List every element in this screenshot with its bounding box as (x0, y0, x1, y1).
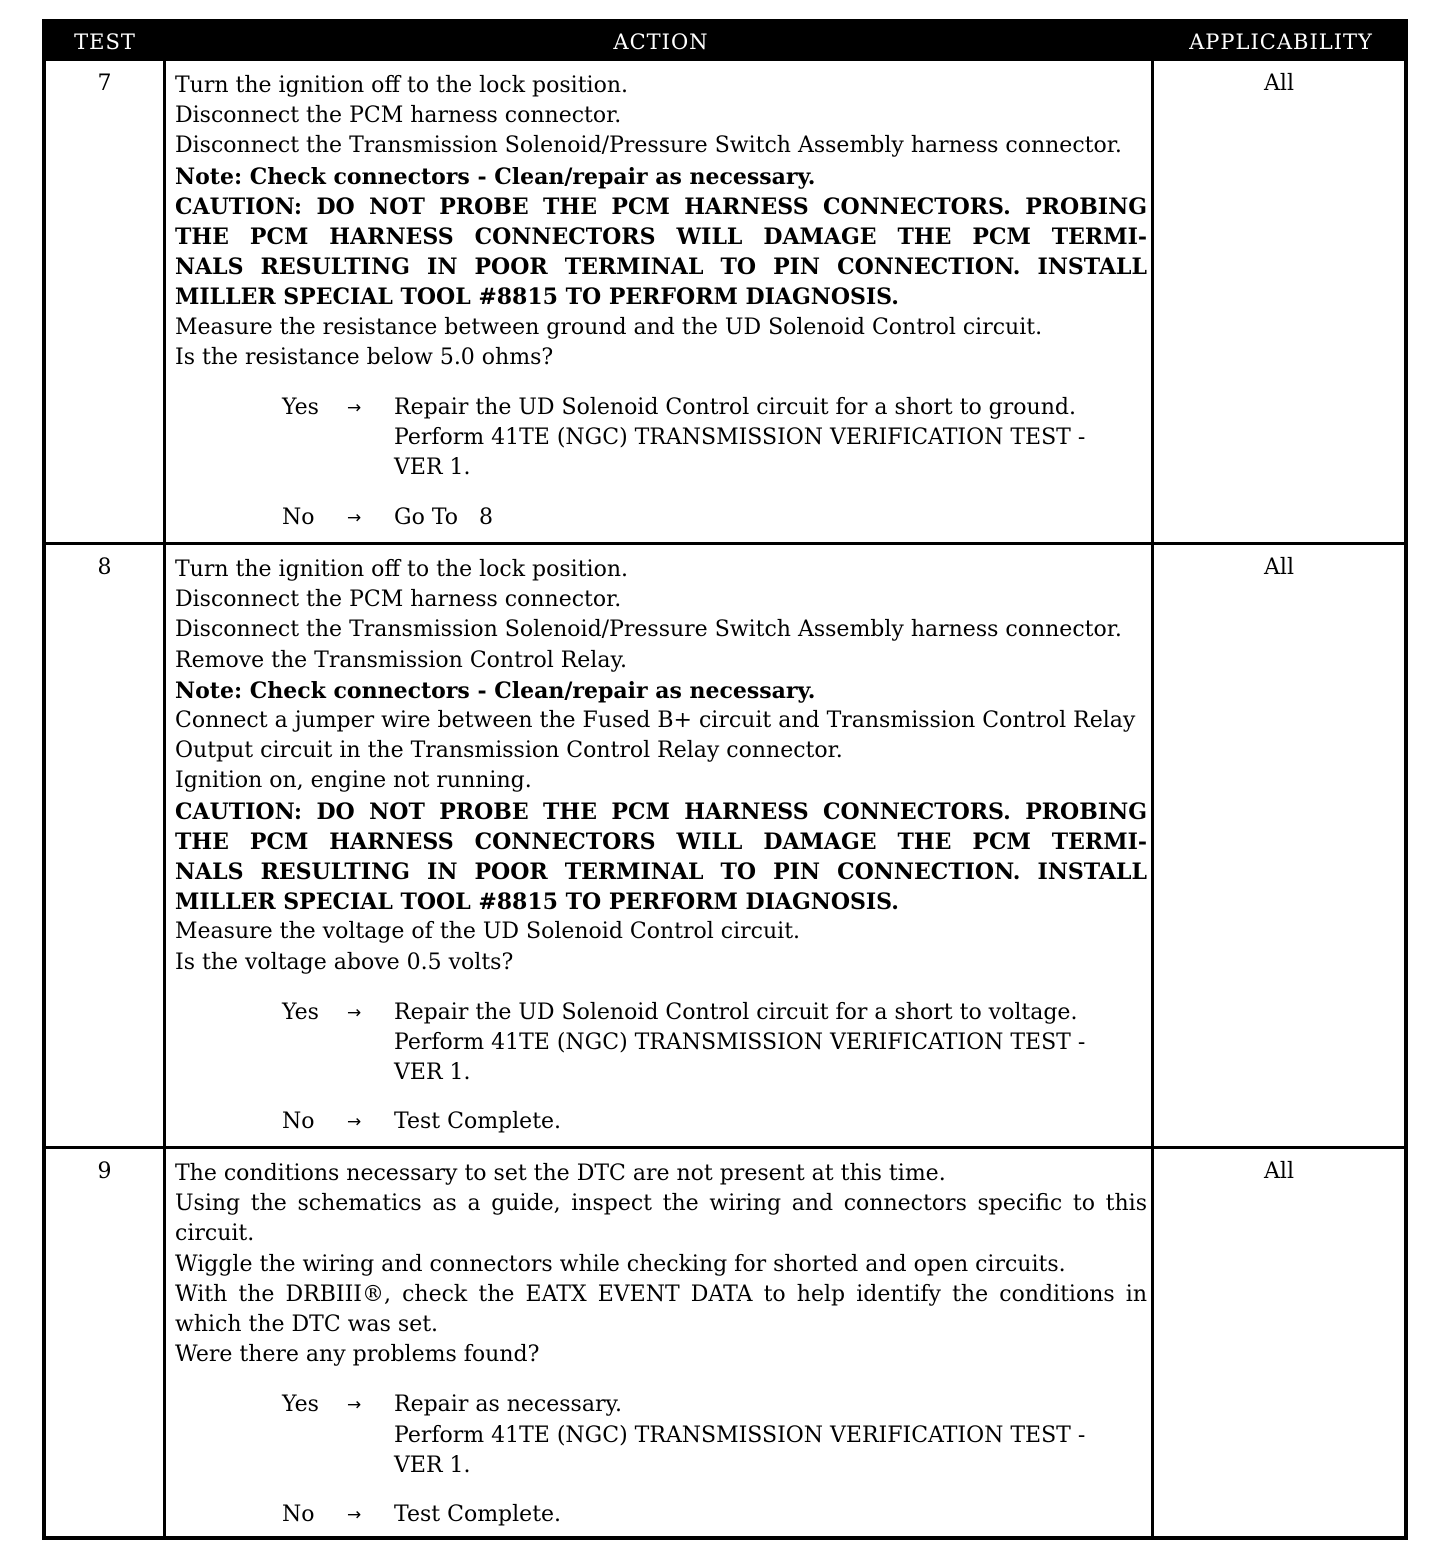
action-cell (175, 1159, 1147, 1530)
action-line: Disconnect the Transmission Solenoid/Pressure Switch Assembly harness connector. (175, 133, 1122, 159)
action-line: Using the schematics as a guide, inspect the wiring and connectors specific to this (175, 1191, 1147, 1217)
no-branch (175, 1107, 1147, 1137)
yes-branch-continued (175, 423, 1147, 453)
yes-text: Perform 41TE (NGC) TRANSMISSION VERIFICATION TEST - (394, 1422, 1086, 1448)
action-line: Disconnect the PCM harness connector. (175, 587, 622, 613)
table-row-test-8 (46, 545, 1404, 1148)
arrow-right-icon: → (347, 1112, 362, 1133)
yes-label: Yes (282, 1392, 319, 1418)
caution-line: CAUTION: DO NOT PROBE THE PCM HARNESS CONNECTORS. PROBING (175, 798, 1147, 825)
applicability-value: All (1264, 1159, 1294, 1184)
test-number: 8 (97, 555, 112, 580)
action-line: Measure the resistance between ground and the UD Solenoid Control circuit. (175, 314, 1043, 340)
caution-line: CAUTION: DO NOT PROBE THE PCM HARNESS CONNECTORS. PROBING (175, 193, 1147, 220)
yes-text: Perform 41TE (NGC) TRANSMISSION VERIFICATION TEST - (394, 425, 1086, 451)
action-line: Turn the ignition off to the lock position. (175, 557, 628, 582)
spacer (175, 484, 1147, 503)
yes-branch-continued (175, 1451, 1147, 1481)
caution-line: NALS RESULTING IN POOR TERMINAL TO PIN CONNECTION. INSTALL (175, 859, 1147, 886)
yes-branch (175, 998, 1147, 1028)
yes-text: VER 1. (394, 455, 471, 481)
caution-line: MILLER SPECIAL TOOL #8815 TO PERFORM DIAGNOSIS. (175, 284, 899, 311)
action-cell (175, 71, 1147, 533)
arrow-right-icon: → (347, 1002, 362, 1023)
yes-no-branch (175, 1390, 1147, 1530)
caution-line: MILLER SPECIAL TOOL #8815 TO PERFORM DIAGNOSIS. (175, 889, 899, 916)
arrow-right-icon: → (347, 1504, 362, 1525)
yes-text: Repair the UD Solenoid Control circuit for a short to ground. (394, 395, 1076, 421)
yes-label: Yes (282, 395, 319, 421)
applicability-value: All (1264, 555, 1294, 580)
action-line: Disconnect the PCM harness connector. (175, 103, 622, 129)
action-line: Remove the Transmission Control Relay. (175, 647, 627, 673)
note-line: Note: Check connectors - Clean/repair as necessary. (175, 677, 816, 704)
table-row-test-9 (46, 1149, 1404, 1540)
yes-text: Perform 41TE (NGC) TRANSMISSION VERIFICATION TEST - (394, 1030, 1086, 1056)
spacer (175, 1088, 1147, 1107)
caution-line: NALS RESULTING IN POOR TERMINAL TO PIN CONNECTION. INSTALL (175, 254, 1147, 281)
yes-text: VER 1. (394, 1452, 471, 1478)
arrow-right-icon: → (347, 507, 362, 528)
table-row-test-7 (46, 61, 1404, 545)
arrow-right-icon: → (347, 398, 362, 419)
action-line: Connect a jumper wire between the Fused B+ circuit and Transmission Control Relay (175, 708, 1136, 734)
no-branch (175, 1500, 1147, 1530)
no-label: No (282, 504, 315, 530)
yes-text: Repair the UD Solenoid Control circuit for a short to voltage. (394, 999, 1078, 1025)
action-line: Output circuit in the Transmission Control Relay connector. (175, 738, 843, 764)
no-label: No (282, 1109, 315, 1135)
yes-branch (175, 393, 1147, 423)
yes-branch (175, 1390, 1147, 1420)
question-line: Is the voltage above 0.5 volts? (175, 949, 514, 975)
yes-label: Yes (282, 999, 319, 1025)
applicability-value: All (1264, 71, 1294, 96)
test-number: 9 (97, 1159, 112, 1184)
no-label: No (282, 1501, 315, 1527)
diagnostic-table (42, 19, 1408, 1540)
caution-line: THE PCM HARNESS CONNECTORS WILL DAMAGE THE PCM TERMI- (175, 828, 1147, 855)
arrow-right-icon: → (347, 1395, 362, 1416)
action-line: Wiggle the wiring and connectors while checking for shorted and open circuits. (175, 1251, 1066, 1277)
action-line: Disconnect the Transmission Solenoid/Pressure Switch Assembly harness connector. (175, 617, 1122, 643)
action-line: With the DRBIII®, check the EATX EVENT DATA to help identify the conditions in (175, 1281, 1147, 1307)
no-branch (175, 503, 1147, 533)
header-test: TEST (74, 30, 136, 54)
yes-text: VER 1. (394, 1060, 471, 1086)
spacer (175, 1481, 1147, 1500)
test-number: 7 (97, 71, 112, 96)
yes-branch-continued (175, 453, 1147, 483)
yes-branch-continued (175, 1421, 1147, 1451)
yes-text: Repair as necessary. (394, 1392, 622, 1418)
note-line: Note: Check connectors - Clean/repair as necessary. (175, 163, 816, 190)
action-line: circuit. (175, 1221, 255, 1247)
no-text: Test Complete. (394, 1501, 562, 1527)
action-line: which the DTC was set. (175, 1312, 439, 1338)
question-line: Were there any problems found? (175, 1342, 540, 1368)
action-line: Ignition on, engine not running. (175, 768, 532, 794)
caution-line: THE PCM HARNESS CONNECTORS WILL DAMAGE THE PCM TERMI- (175, 224, 1147, 251)
yes-no-branch (175, 393, 1147, 533)
question-line: Is the resistance below 5.0 ohms? (175, 344, 554, 370)
action-cell (175, 555, 1147, 1138)
action-line: The conditions necessary to set the DTC are not present at this time. (175, 1161, 946, 1186)
action-line: Measure the voltage of the UD Solenoid Control circuit. (175, 919, 801, 945)
yes-branch-continued (175, 1028, 1147, 1058)
no-text: Test Complete. (394, 1109, 562, 1135)
no-text: Go To 8 (394, 504, 493, 530)
table-header (46, 23, 1404, 61)
header-action: ACTION (613, 30, 709, 54)
yes-no-branch (175, 998, 1147, 1138)
action-line: Turn the ignition off to the lock position. (175, 73, 628, 98)
yes-branch-continued (175, 1058, 1147, 1088)
header-applicability: APPLICABILITY (1189, 30, 1373, 54)
